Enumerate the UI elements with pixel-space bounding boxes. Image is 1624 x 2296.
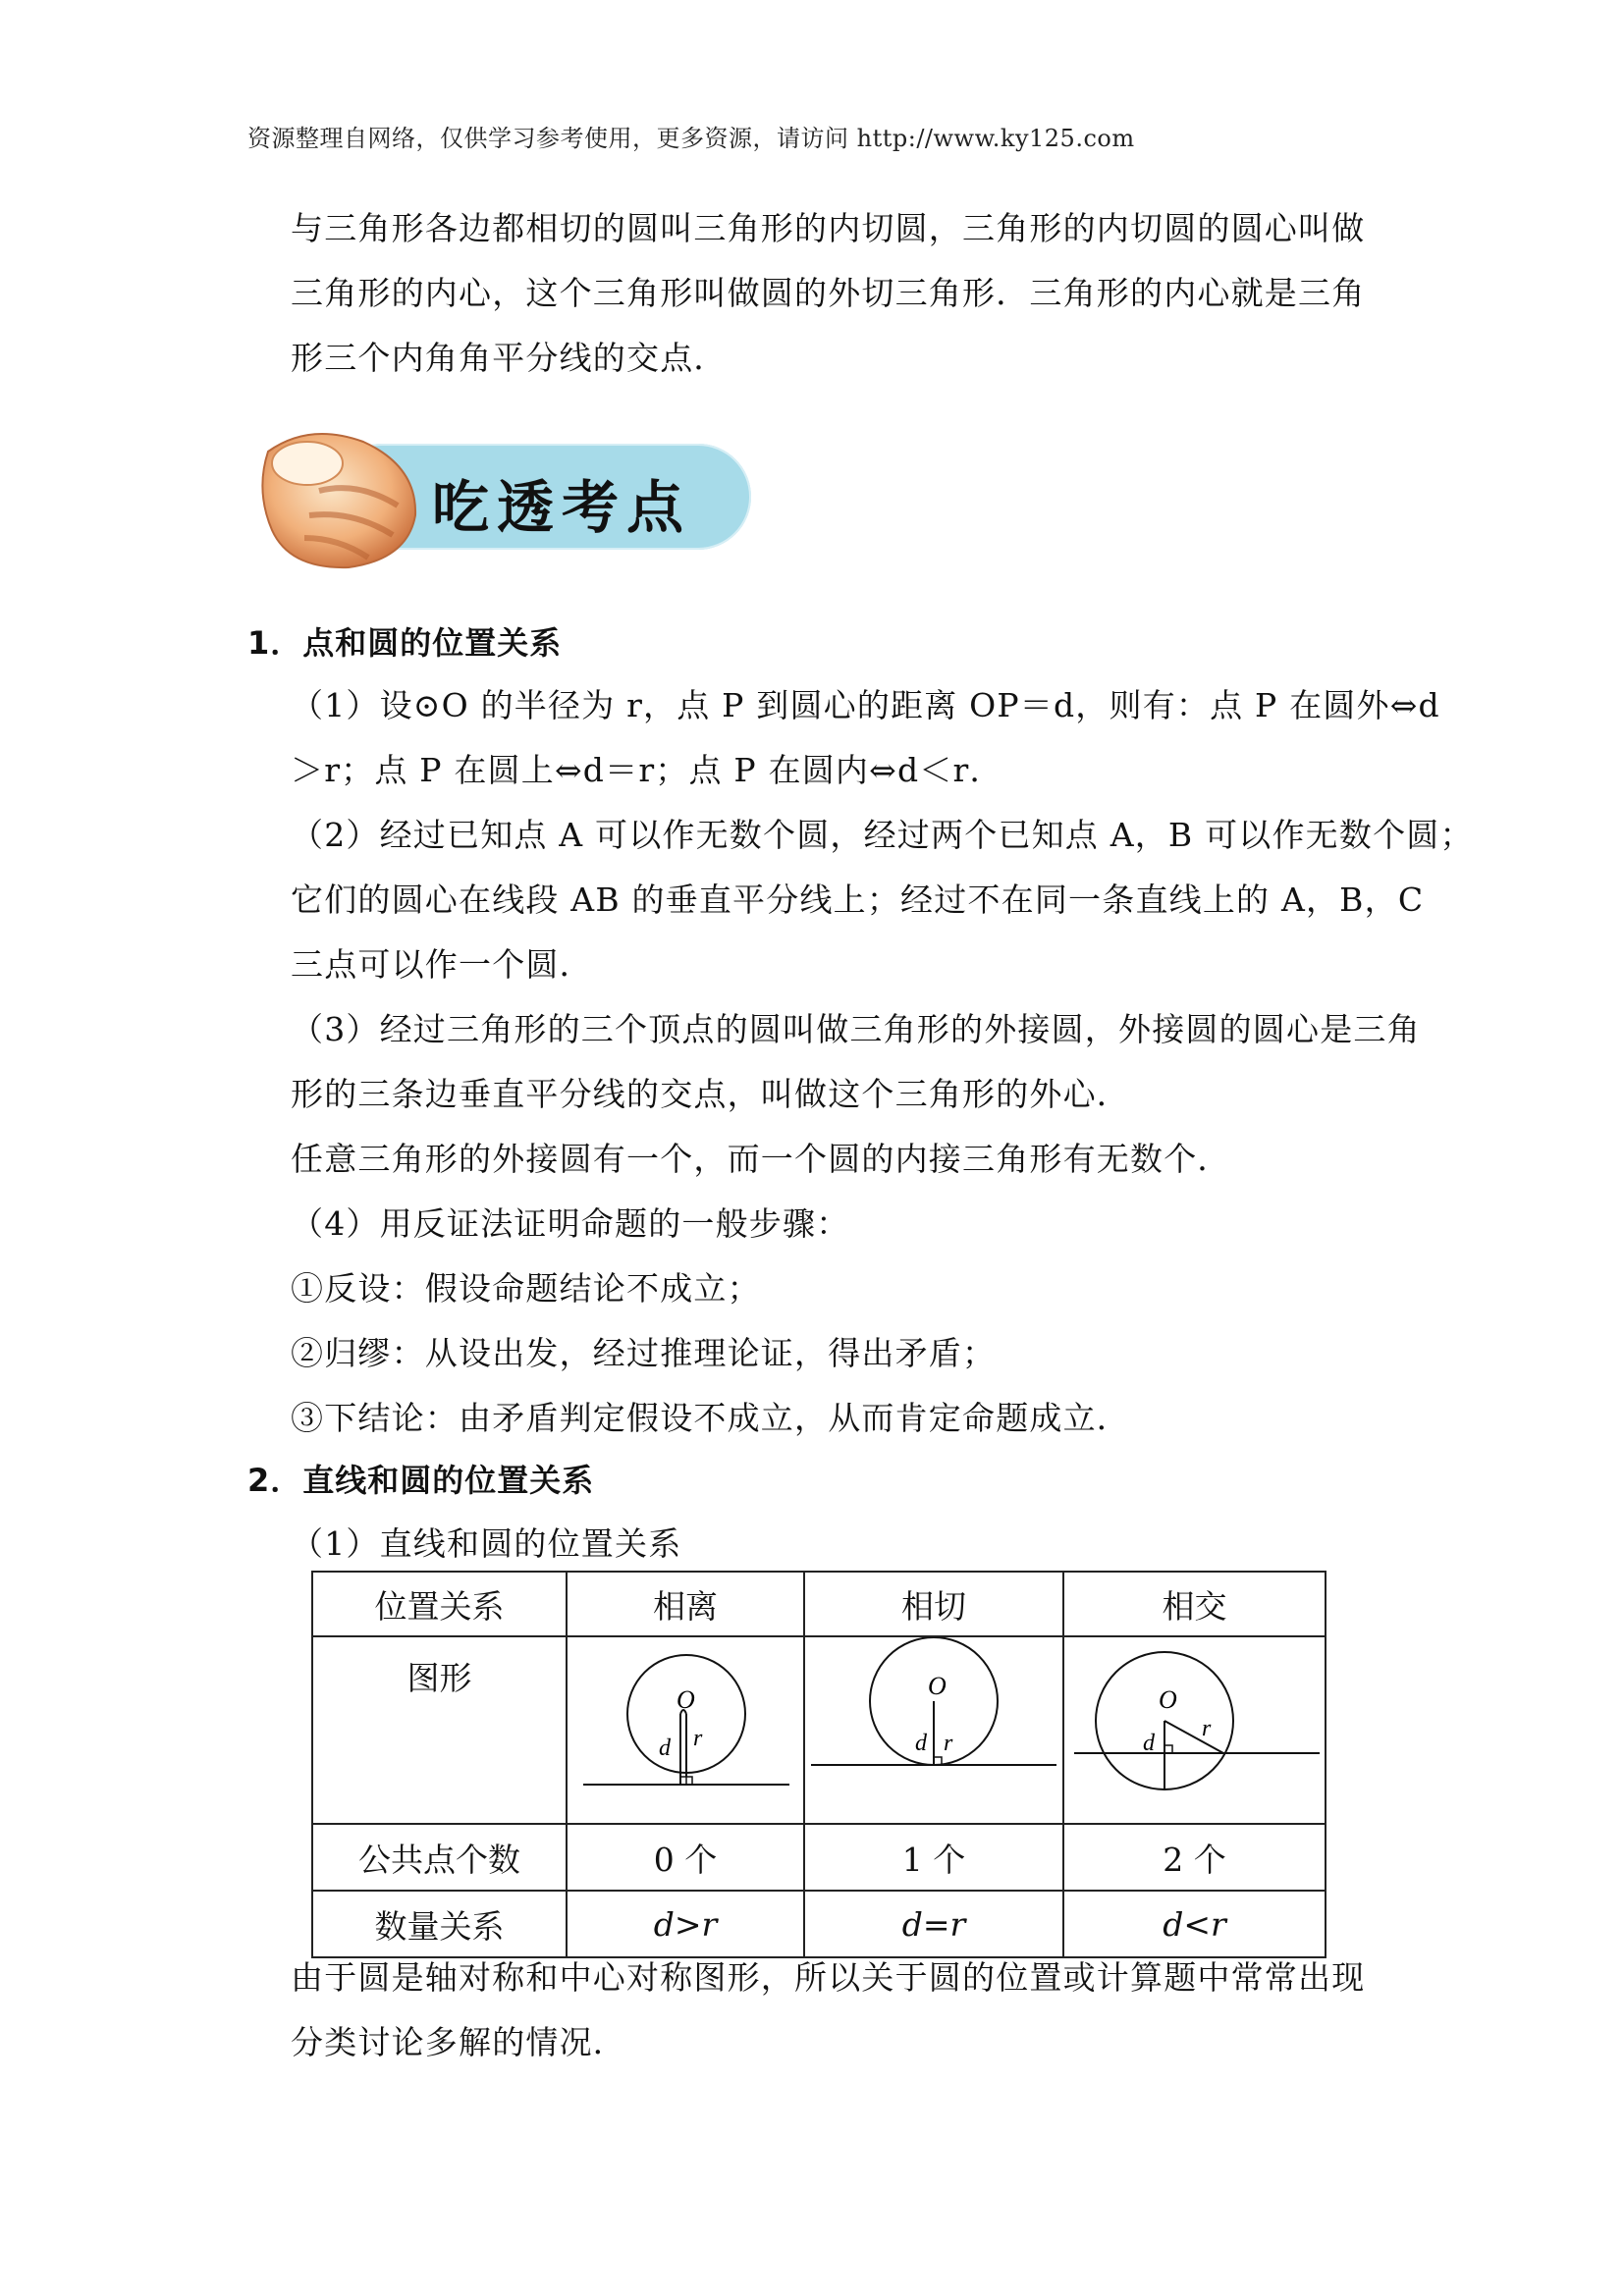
radius-label: r [944,1731,953,1756]
figure-intersect [1063,1636,1326,1824]
relation-cell: d=r [804,1891,1063,1957]
distance-label: d [915,1731,927,1756]
center-label: O [928,1672,947,1700]
distance-label: d [659,1735,671,1761]
s1-p1-line2: ＞r；点 P 在圆上⇔d＝r；点 P 在圆内⇔d＜r． [291,751,1003,789]
s1-p3-line3: 任意三角形的外接圆有一个，而一个圆的内接三角形有无数个． [291,1140,1231,1178]
count-cell: 0 个 [567,1824,804,1891]
center-label: O [677,1685,695,1714]
table-row [312,1572,1326,1636]
center-label: O [1158,1685,1177,1714]
shell-icon [250,422,427,569]
section2-title: 2．直线和圆的位置关系 [247,1462,595,1499]
header-cell: 相交 [1063,1572,1326,1636]
table-row [312,1824,1326,1891]
figure-tangent [804,1636,1063,1824]
relation-label: 数量关系 [312,1891,567,1957]
header-cell: 相切 [804,1572,1063,1636]
s1-p2-line3: 三点可以作一个圆． [291,945,593,984]
header-cell: 位置关系 [312,1572,567,1636]
separate-diagram [568,1637,802,1804]
s1-step1: ①反设：假设命题结论不成立； [291,1269,761,1308]
figure-separate [567,1636,804,1824]
section1-title: 1．点和圆的位置关系 [247,624,563,662]
radius-label: r [1201,1716,1211,1741]
banner-title: 吃透考点 [432,474,692,541]
radius-label: r [693,1726,703,1751]
intersect-diagram [1066,1637,1324,1804]
header-cell: 相离 [567,1572,804,1636]
closing-paragraph: 由于圆是轴对称和中心对称图形，所以关于圆的位置或计算题中常常出现分类讨论多解的情况． [291,1958,1366,2061]
count-label: 公共点个数 [312,1824,567,1891]
relation-cell: d<r [1063,1891,1326,1957]
s1-p4: （4）用反证法证明命题的一般步骤： [291,1204,850,1243]
s1-p1-line1: （1）设⊙O 的半径为 r，点 P 到圆心的距离 OP＝d，则有：点 P 在圆外⇔d [291,686,1440,724]
s1-p2-line1: （2）经过已知点 A 可以作无数个圆，经过两个已知点 A，B 可以作无数个圆； [291,816,1474,854]
relation-cell: d>r [567,1891,804,1957]
s1-p2-line2: 它们的圆心在线段 AB 的垂直平分线上；经过不在同一条直线上的 A，B，C [291,881,1425,919]
s1-step2: ②归缪：从设出发，经过推理论证，得出矛盾； [291,1334,997,1372]
tangent-diagram [806,1637,1061,1804]
distance-label: d [1142,1731,1155,1756]
count-cell: 2 个 [1063,1824,1326,1891]
count-cell: 1 个 [804,1824,1063,1891]
figure-label: 图形 [312,1636,567,1824]
s1-p3-line2: 形的三条边垂直平分线的交点，叫做这个三角形的外心． [291,1075,1130,1113]
intro-paragraph: 与三角形各边都相切的圆叫三角形的内切圆，三角形的内切圆的圆心叫做三角形的内心，这个三角形叫做圆的外切三角形．三角形的内心就是三角形三个内角角平分线的交点． [291,209,1366,377]
section-banner [250,422,785,569]
s1-p3-line1: （3）经过三角形的三个顶点的圆叫做三角形的外接圆，外接圆的圆心是三角 [291,1010,1421,1048]
position-relation-table [311,1571,1326,1958]
table-row [312,1636,1326,1824]
page-header: 资源整理自网络，仅供学习参考使用，更多资源，请访问 http://www.ky125.com [247,125,1135,152]
s2-sub: （1）直线和圆的位置关系 [291,1524,682,1563]
s1-step3: ③下结论：由矛盾判定假设不成立，从而肯定命题成立． [291,1399,1130,1437]
